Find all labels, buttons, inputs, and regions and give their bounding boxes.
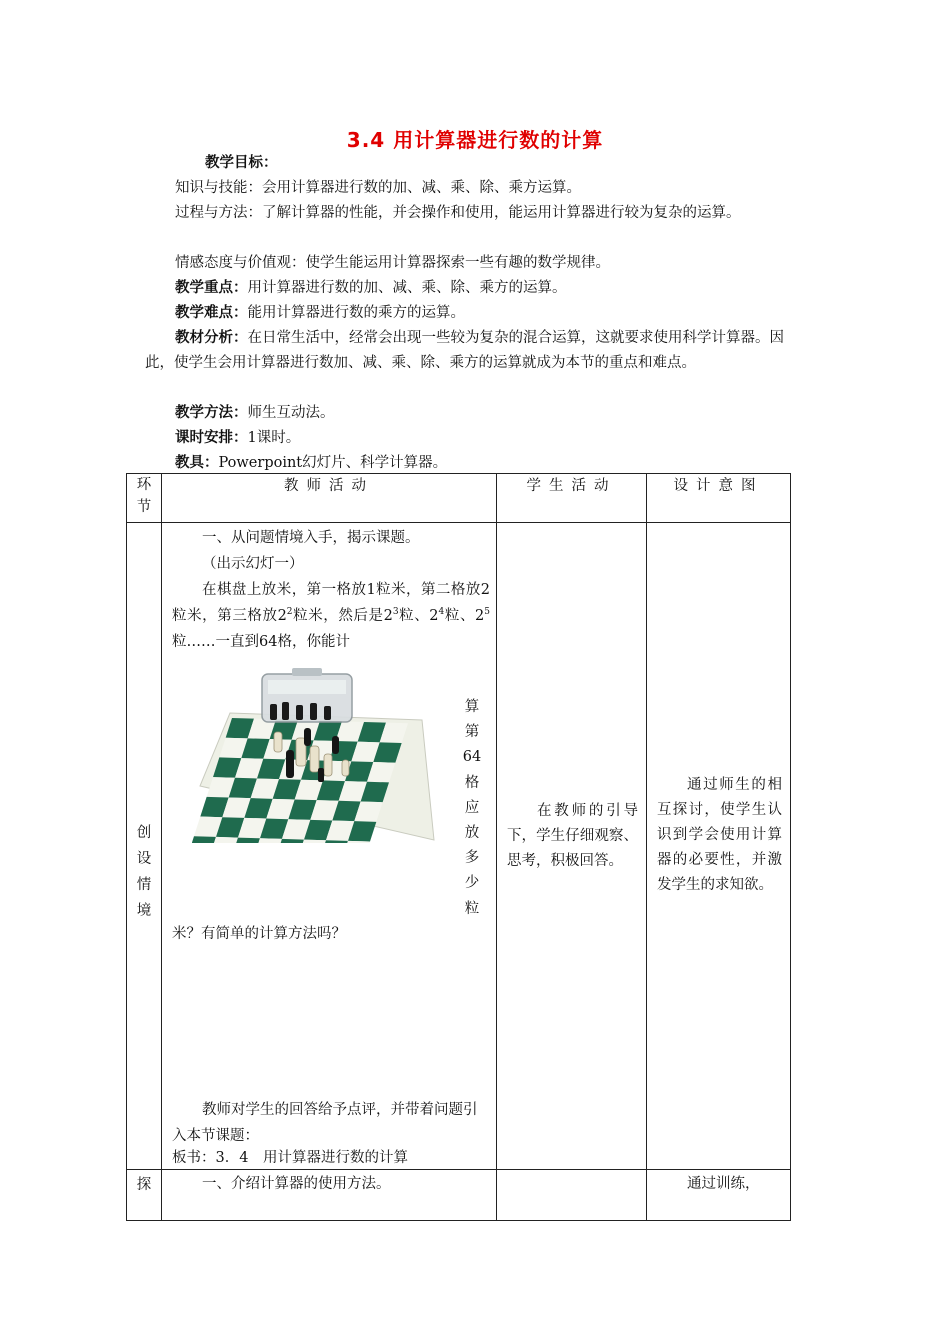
schedule-label: 课时安排： xyxy=(175,430,248,446)
lesson-table xyxy=(126,473,791,1221)
student-activity-cell xyxy=(497,523,647,1170)
objective-process: 过程与方法：了解计算器的性能，并会操作和使用，能运用计算器进行较为复杂的运算。 xyxy=(175,205,741,221)
method-label: 教学方法： xyxy=(175,405,248,421)
difficulty-label: 教学难点： xyxy=(175,305,248,321)
page-title: 3.4 用计算器进行数的计算 xyxy=(346,128,604,152)
key-points-text: 用计算器进行数的加、减、乘、除、乘方的运算。 xyxy=(247,280,567,296)
stage-cell xyxy=(127,523,162,1170)
difficulty xyxy=(145,301,810,326)
tools-text: Powerpoint幻灯片、科学计算器。 xyxy=(218,455,448,471)
key-points-label: 教学重点： xyxy=(175,280,248,296)
table-row xyxy=(127,523,791,1170)
teacher-activity-cell xyxy=(162,1170,497,1221)
stage-label: 探 xyxy=(136,1177,152,1193)
analysis-text: 在日常生活中，经常会出现一些较为复杂的混合运算，这就要求使用科学计算器。因此，使学生会用计算器进行数加、减、乘、除、乘方的运算就成为本节的重点和难点。 xyxy=(145,330,784,371)
teacher-question: 在棋盘上放米，第一格放1粒米，第二格放2粒米，第三格放$2^2$粒米，然后是$2^3$粒、$2^4$粒、$2^5$粒……一直到64格，你能计 xyxy=(172,582,490,650)
schedule-text: 1课时。 xyxy=(247,430,301,446)
objective-knowledge: 知识与技能：会用计算器进行数的加、减、乘、除、乘方运算。 xyxy=(175,180,581,196)
student-activity-cell xyxy=(497,1170,647,1221)
analysis-label: 教材分析： xyxy=(175,330,248,346)
method xyxy=(145,401,810,426)
objective-emotion: 情感态度与价值观：使学生能运用计算器探索一些有趣的数学规律。 xyxy=(175,255,610,271)
objectives-heading: 教学目标： xyxy=(205,155,278,171)
student-activity: 在教师的引导下，学生仔细观察、思考，积极回答。 xyxy=(507,803,638,869)
stage-label: 创 设 情 境 xyxy=(136,825,152,919)
header-stage: 环 节 xyxy=(127,474,162,523)
design-intent: 通过师生的相互探讨，使学生认识到学会使用计算器的必要性，并激发学生的求知欲。 xyxy=(657,777,782,893)
tools-label: 教具： xyxy=(175,455,219,471)
header-student: 学生活动 xyxy=(497,474,647,523)
key-points xyxy=(145,276,810,301)
design-intent: 通过训练， xyxy=(687,1176,760,1192)
chessboard-image xyxy=(192,668,437,843)
teacher-question-end: 米？有简单的计算方法吗？ xyxy=(172,926,346,942)
table-header-row xyxy=(127,474,791,523)
difficulty-text: 能用计算器进行数的乘方的运算。 xyxy=(247,305,465,321)
table-row xyxy=(127,1170,791,1221)
header-teacher: 教师活动 xyxy=(162,474,497,523)
method-text: 师生互动法。 xyxy=(247,405,335,421)
header-intent: 设计意图 xyxy=(647,474,791,523)
teacher-board: 板书：3．4 用计算器进行数的计算 xyxy=(172,1150,408,1166)
teacher-question-vertical: 算 第 64 格 应 放 多 少 粒 xyxy=(462,699,482,917)
stage-cell xyxy=(127,1170,162,1221)
analysis xyxy=(145,326,810,376)
teacher-comment: 教师对学生的回答给予点评，并带着问题引入本节课题： xyxy=(172,1102,478,1144)
schedule xyxy=(145,426,810,451)
teacher-activity: 一、介绍计算器的使用方法。 xyxy=(202,1176,391,1192)
teacher-intro: 一、从问题情境入手，揭示课题。 xyxy=(202,530,420,546)
design-intent-cell xyxy=(647,523,791,1170)
design-intent-cell xyxy=(647,1170,791,1221)
teacher-slide: （出示幻灯一） xyxy=(202,556,304,572)
teacher-activity-cell xyxy=(162,523,497,1170)
